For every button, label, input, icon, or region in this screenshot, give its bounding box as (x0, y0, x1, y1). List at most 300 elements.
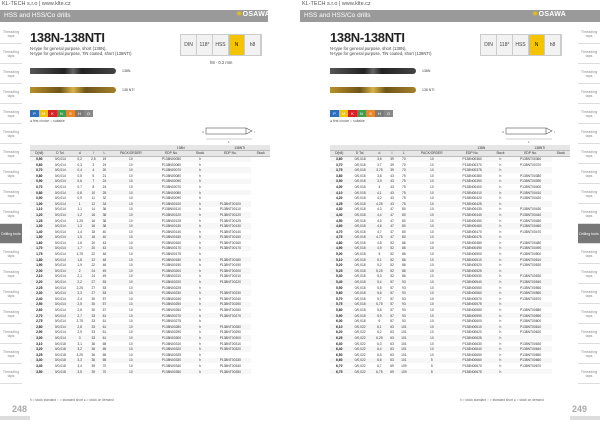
side-tab[interactable]: Threading taps (0, 64, 22, 84)
table-cell: 80 (402, 207, 406, 212)
table-cell: P138N00400 (462, 184, 482, 189)
side-tab[interactable]: Threading taps (578, 164, 600, 184)
table-cell: 12 (87, 201, 99, 207)
table-cell: 10 (429, 263, 434, 268)
table-cell: 61 (102, 319, 107, 324)
table-cell: P138N00510 (453, 257, 491, 263)
table-cell: 0/0,018 (348, 268, 371, 274)
table-cell: h (499, 330, 502, 335)
table-cell: 0,9 (77, 196, 83, 201)
side-tab[interactable]: Threading taps (578, 24, 600, 44)
table-cell: 4,1 (372, 190, 387, 196)
table-cell: 6,25 (372, 335, 387, 341)
table-cell: 22 (87, 257, 99, 263)
table-cell: 2,4 (77, 296, 83, 301)
table-cell: P138NT00290 (219, 330, 241, 335)
table-cell: P138NT00420 (519, 196, 542, 201)
table-cell: 49 (102, 274, 107, 279)
table-cell: P138N00425 (453, 201, 491, 207)
side-tab[interactable]: Threading taps (578, 104, 600, 124)
table-cell: 3,5 (72, 369, 87, 375)
table-cell: h (191, 201, 210, 207)
table-cell: 47 (390, 207, 394, 212)
table-cell: 6,30 (336, 341, 343, 346)
table-cell: P138N00550 (462, 285, 482, 290)
side-tab[interactable]: Threading taps (0, 44, 22, 64)
spec-icon: N (529, 35, 545, 55)
table-cell: P138NT00170 (209, 246, 251, 252)
table-column-header: Stock (552, 151, 571, 157)
table-cell: P138N00310 (161, 341, 182, 346)
table-cell: 63 (387, 346, 397, 352)
table-cell: P138N00570 (462, 296, 482, 301)
table-cell: 10 (110, 201, 153, 207)
table-cell: 57 (390, 296, 394, 301)
table-cell: 1,00 (30, 201, 49, 207)
table-cell: 1,40 (36, 229, 43, 234)
material-chip: O (384, 110, 393, 117)
table-cell: 75 (402, 184, 406, 189)
table-cell: h (491, 212, 509, 218)
table-cell: P138N00600 (462, 319, 482, 324)
table-cell: P138N00500 (462, 252, 482, 257)
table-cell: h (499, 363, 502, 368)
table-cell: 0/0,014 (54, 308, 66, 313)
table-cell: h (491, 179, 509, 185)
table-cell: 2,90 (36, 330, 43, 335)
table-cell: P138N00470 (462, 229, 482, 234)
table-cell: 10 (411, 346, 453, 352)
material-chip: K (348, 110, 357, 117)
table-cell: 10 (129, 308, 133, 313)
table-cell: h (491, 324, 509, 330)
side-tabs (578, 24, 600, 384)
table-cell: 80 (397, 212, 411, 218)
table-cell: 0/0,018 (348, 279, 371, 285)
table-cell: 1,9 (77, 263, 83, 268)
table-cell: P138N00375 (453, 167, 491, 173)
table-cell: h (199, 319, 201, 324)
table-cell: h (191, 156, 210, 162)
spec-icon: HSS (213, 35, 229, 55)
table-cell: h (199, 352, 201, 357)
table-cell: 10 (129, 363, 133, 368)
table-cell: h (491, 302, 509, 308)
footer-bar (0, 416, 30, 420)
table-cell: 14 (91, 207, 96, 212)
side-tab[interactable]: Threading taps (0, 324, 22, 344)
table-cell: 101 (397, 346, 411, 352)
side-tab[interactable]: Threading taps (578, 344, 600, 364)
table-cell: 36 (102, 207, 107, 212)
table-cell: 0/0,018 (348, 223, 371, 229)
table-cell: 86 (402, 240, 406, 245)
side-tab[interactable]: Threading taps (578, 284, 600, 304)
table-cell: 30 (91, 308, 96, 313)
table-cell: P138NT00260 (219, 308, 241, 313)
side-tab[interactable]: Threading taps (0, 164, 22, 184)
table-cell: 43 (387, 201, 397, 207)
table-cell: 63 (390, 352, 394, 357)
legend: h = stock standard ○ = standard short ● = stock on demand (30, 398, 114, 402)
side-tab[interactable]: Threading taps (578, 184, 600, 204)
table-cell: P138NT00280 (209, 324, 251, 330)
table-cell: P138NT00530 (519, 274, 542, 279)
table-cell: h (199, 196, 201, 201)
page-title: 138N-138NTI (330, 30, 405, 45)
table-cell: 10 (411, 212, 453, 218)
table-cell: 3,40 (36, 363, 43, 368)
table-cell: P138N00480 (462, 240, 482, 245)
table-cell: P138N00450 (462, 218, 482, 223)
table-cell: 53 (99, 290, 109, 296)
spec-icon: DIN (481, 35, 497, 55)
table-cell: h (191, 346, 210, 352)
table-cell: 2,25 (76, 285, 83, 290)
side-tab[interactable]: Threading taps (0, 244, 22, 264)
table-cell: 57 (387, 302, 397, 308)
table-cell: 2,6 (77, 308, 83, 313)
table-cell: 6,75 (330, 369, 348, 375)
table-cell: h (491, 257, 509, 263)
table-cell: 10 (110, 335, 153, 341)
side-tab[interactable]: Threading taps (0, 184, 22, 204)
table-cell: 3,1 (77, 341, 83, 346)
table-cell: 0/0,014 (49, 257, 73, 263)
table-cell: P138NT00390 (510, 179, 552, 185)
table-cell: P138NT00480 (519, 240, 542, 245)
drill-image-hss (30, 68, 116, 74)
table-cell: 11 (91, 196, 96, 201)
table-cell: 65 (99, 346, 109, 352)
table-cell: P138N00130 (152, 223, 190, 229)
table-cell: h (499, 184, 502, 189)
table-cell: P138N00625 (453, 335, 491, 341)
table-cell: P138NT00270 (209, 313, 251, 319)
table-cell: 0,90 (30, 179, 49, 185)
table-cell: 0/0,014 (49, 268, 73, 274)
table-cell (510, 369, 552, 375)
table-cell: 10 (129, 285, 133, 290)
table-cell: 32 (102, 196, 107, 201)
table-cell: 3,6 (372, 156, 387, 162)
table-cell: P138NT00510 (510, 257, 552, 263)
table-cell: 0/0,022 (348, 369, 371, 375)
table-cell: 3,90 (330, 179, 348, 185)
table-cell: 0/0,018 (348, 156, 371, 162)
table-cell: 10 (411, 268, 453, 274)
table-cell: 10 (429, 296, 434, 301)
table-cell: 0/0,018 (354, 274, 366, 279)
table-cell: 0/0,014 (54, 285, 66, 290)
table-cell: 0/0,018 (348, 257, 371, 263)
table-cell: 0/0,014 (49, 156, 73, 162)
table-cell: P138NT00340 (219, 363, 241, 368)
table-cell: h (199, 274, 201, 279)
table-cell: 10 (429, 352, 434, 357)
table-cell: 16 (87, 212, 99, 218)
table-cell: P138N00070 (152, 167, 190, 173)
table-cell: P138NT00360 (510, 156, 552, 162)
table-cell: 24 (91, 274, 96, 279)
table-cell: 0/0,018 (354, 207, 366, 212)
side-tab[interactable]: Threading taps (578, 364, 600, 384)
table-cell: 3,2 (72, 346, 87, 352)
table-cell: 3,00 (30, 335, 49, 341)
table-cell: 10 (429, 330, 434, 335)
table-cell: 5,90 (330, 313, 348, 319)
table-cell: 1,60 (36, 240, 43, 245)
table-cell: P138N00390 (453, 179, 491, 185)
table-cell: h (491, 346, 509, 352)
table-column-header: D(h8) (30, 151, 49, 157)
table-cell: 10 (110, 324, 153, 330)
table-cell: 10 (129, 352, 133, 357)
table-cell: 0/0,022 (354, 330, 366, 335)
table-cell: P138N00540 (453, 279, 491, 285)
drill-label-138n: 138N (422, 69, 431, 73)
table-cell: P138N00475 (453, 235, 491, 241)
table-cell: 0,50 (30, 156, 49, 162)
table-cell: 36 (91, 352, 96, 357)
table-cell: 10 (429, 240, 434, 245)
table-cell: 6,70 (336, 363, 343, 368)
table-cell: h (199, 363, 201, 368)
table-cell: 6,75 (372, 369, 387, 375)
side-tab[interactable]: Threading taps (578, 124, 600, 144)
side-tab[interactable]: Threading taps (578, 324, 600, 344)
table-cell: 18 (87, 235, 99, 241)
table-cell: 2,5 (72, 302, 87, 308)
table-cell: P138NT00180 (209, 257, 251, 263)
table-cell: P138N00380 (462, 173, 482, 178)
table-cell: 2,75 (76, 319, 83, 324)
side-tab[interactable]: Threading taps (0, 264, 22, 284)
table-cell: h (199, 229, 201, 234)
table-cell: 0/0,014 (54, 229, 66, 234)
table-cell: P138NT00200 (209, 268, 251, 274)
table-cell: P138N00370 (462, 162, 482, 167)
table-cell: P138NT00380 (519, 173, 542, 178)
table-cell: 0/0,018 (354, 218, 366, 223)
table-cell: 0,7 (77, 184, 83, 189)
table-cell: 52 (390, 263, 394, 268)
table-cell: 0/0,022 (348, 324, 371, 330)
side-tab[interactable]: Threading taps (0, 84, 22, 104)
table-cell: P138N00360 (453, 156, 491, 162)
table-cell: 1,3 (72, 223, 87, 229)
table-cell: h (499, 229, 502, 234)
table-cell: h (491, 246, 509, 252)
table-cell: P138N00630 (462, 341, 482, 346)
side-tab[interactable]: Threading taps (0, 344, 22, 364)
table-cell: 0/0,014 (49, 179, 73, 185)
side-tab[interactable]: Threading taps (0, 364, 22, 384)
table-cell: 5,6 (372, 290, 387, 296)
table-cell: 1,4 (77, 229, 83, 234)
table-cell: h (499, 308, 502, 313)
table-cell: 0/0,014 (54, 184, 66, 189)
table-cell: h (191, 290, 210, 296)
table-cell: h (191, 313, 210, 319)
material-chip: H (375, 110, 384, 117)
table-cell: 22 (91, 252, 96, 257)
table-column-header: D(h8) (330, 151, 348, 157)
side-tab[interactable]: Threading taps (578, 44, 600, 64)
table-cell: 36 (87, 358, 99, 364)
side-tab[interactable]: Threading taps (0, 144, 22, 164)
table-cell: P138N00210 (161, 274, 182, 279)
table-cell: 43 (390, 173, 394, 178)
table-cell: 10 (129, 229, 133, 234)
table-cell: 4,4 (372, 212, 387, 218)
table-cell: 0/0,018 (348, 179, 371, 185)
table-cell: 93 (397, 313, 411, 319)
table-cell: 0/0,022 (354, 341, 366, 346)
table-cell: h (199, 285, 201, 290)
table-cell: 2,40 (36, 296, 43, 301)
table-cell: 53 (102, 285, 107, 290)
table-cell: h (199, 296, 201, 301)
table-cell: 2,9 (77, 330, 83, 335)
side-tab[interactable]: Threading taps (578, 64, 600, 84)
side-tab[interactable]: Threading taps (578, 204, 600, 224)
table-cell: 63 (387, 335, 397, 341)
table-cell: 86 (397, 257, 411, 263)
table-cell: 22 (91, 263, 96, 268)
table-cell: 4,2 (377, 196, 382, 201)
side-tab[interactable]: Threading taps (0, 124, 22, 144)
side-tab[interactable]: Threading taps (578, 304, 600, 324)
table-column-header: D Tol. (49, 151, 73, 157)
table-cell: P138N00440 (453, 212, 491, 218)
table-cell: 1,75 (36, 252, 43, 257)
side-tab[interactable]: Drilling tools (0, 224, 22, 244)
table-cell: 1,90 (36, 263, 43, 268)
table-cell: 10 (110, 190, 153, 196)
table-cell: 10 (429, 207, 434, 212)
spec-icon: 118° (197, 35, 213, 55)
table-cell: 0,6 (72, 179, 87, 185)
table-cell: 0/0,022 (348, 335, 371, 341)
drill-label-138nti: 138 NTI (422, 88, 435, 92)
table-cell: 0/0,018 (348, 201, 371, 207)
table-cell: 70 (402, 162, 406, 167)
side-tab[interactable]: Threading taps (0, 304, 22, 324)
table-column-header: EDP No. (510, 151, 552, 157)
table-cell: 1,70 (30, 246, 49, 252)
description-line-2: N-type for general purpose, TiN coated, short (138NTI) (330, 51, 432, 56)
table-cell: 0/0,018 (354, 173, 366, 178)
table-cell: 0/0,018 (354, 319, 366, 324)
table-cell: P138N00050 (152, 156, 190, 162)
table-cell: P138NT00210 (219, 274, 241, 279)
table-cell: 5,50 (336, 285, 343, 290)
table-cell: 57 (387, 313, 397, 319)
table-cell: 109 (401, 363, 407, 368)
side-tab[interactable]: Threading taps (0, 284, 22, 304)
table-cell: 20 (99, 167, 109, 173)
section-subhead: HSS and HSS/Co drills (300, 10, 600, 22)
drill-schematic (500, 120, 560, 144)
side-tab[interactable]: Threading taps (0, 204, 22, 224)
table-cell: 2,60 (36, 308, 43, 313)
table-cell: 40 (99, 235, 109, 241)
footer-bar (570, 416, 600, 420)
table-cell: 6,50 (336, 352, 343, 357)
table-cell: 1,1 (77, 207, 83, 212)
side-tab[interactable]: Threading taps (578, 264, 600, 284)
table-cell: h (191, 246, 210, 252)
table-cell: h (191, 302, 210, 308)
table-cell: P138N00070 (161, 184, 182, 189)
table-cell: 4,50 (336, 218, 343, 223)
table-cell: 0,2 (72, 156, 87, 162)
table-cell: 1,75 (76, 252, 83, 257)
table-cell: 43 (99, 246, 109, 252)
table-cell: 57 (387, 279, 397, 285)
table-cell: 4,90 (330, 246, 348, 252)
table-cell: 0/0,018 (348, 190, 371, 196)
table-cell: 2,30 (30, 290, 49, 296)
table-cell: 10 (429, 274, 434, 279)
table-group-header: 138NTI (209, 145, 270, 151)
table-cell: 0/0,014 (49, 167, 73, 173)
table-cell: 0/0,018 (348, 167, 371, 173)
table-cell: 10 (429, 285, 434, 290)
side-tab[interactable]: Threading taps (578, 244, 600, 264)
table-cell: 0/0,018 (54, 341, 66, 346)
table-cell: 3 (72, 335, 87, 341)
material-note: ● first choice ○ suitable (330, 119, 365, 123)
table-cell: 0/0,018 (348, 235, 371, 241)
table-cell: 5,40 (330, 279, 348, 285)
table-cell: 3,50 (30, 369, 49, 375)
table-cell: P138N00560 (453, 290, 491, 296)
table-cell: P138N00180 (152, 257, 190, 263)
table-cell: 0,3 (77, 162, 83, 167)
table-column-header: L (99, 151, 109, 157)
table-cell: P138N00410 (453, 190, 491, 196)
table-cell: 10 (110, 346, 153, 352)
table-cell: 1,2 (72, 212, 87, 218)
side-tab[interactable]: Threading taps (0, 24, 22, 44)
table-cell: 10 (110, 223, 153, 229)
side-tab[interactable]: Threading taps (0, 104, 22, 124)
table-cell: 38 (99, 223, 109, 229)
table-cell: 10 (411, 290, 453, 296)
table-cell: P138N00275 (161, 319, 182, 324)
table-cell: P138NT00310 (219, 341, 241, 346)
table-cell: 5 (411, 369, 453, 375)
table-cell: 5,4 (372, 279, 387, 285)
table-cell: P138N00620 (462, 330, 482, 335)
table-cell: 20 (87, 246, 99, 252)
table-cell: P138NT00490 (510, 246, 552, 252)
table-cell: h (191, 257, 210, 263)
side-tab[interactable]: Drilling tools (578, 224, 600, 244)
legend: h = stock standard ○ = standard short ● = stock on demand (460, 398, 544, 402)
side-tab[interactable]: Threading taps (578, 144, 600, 164)
table-cell: h (199, 173, 201, 178)
table-cell: 39 (387, 167, 397, 173)
table-cell: 65 (102, 341, 107, 346)
material-chip: M (39, 110, 48, 117)
side-tab[interactable]: Threading taps (578, 84, 600, 104)
table-cell: 5,75 (330, 302, 348, 308)
table-cell: 57 (102, 308, 107, 313)
table-cell: P138N00340 (161, 363, 182, 368)
